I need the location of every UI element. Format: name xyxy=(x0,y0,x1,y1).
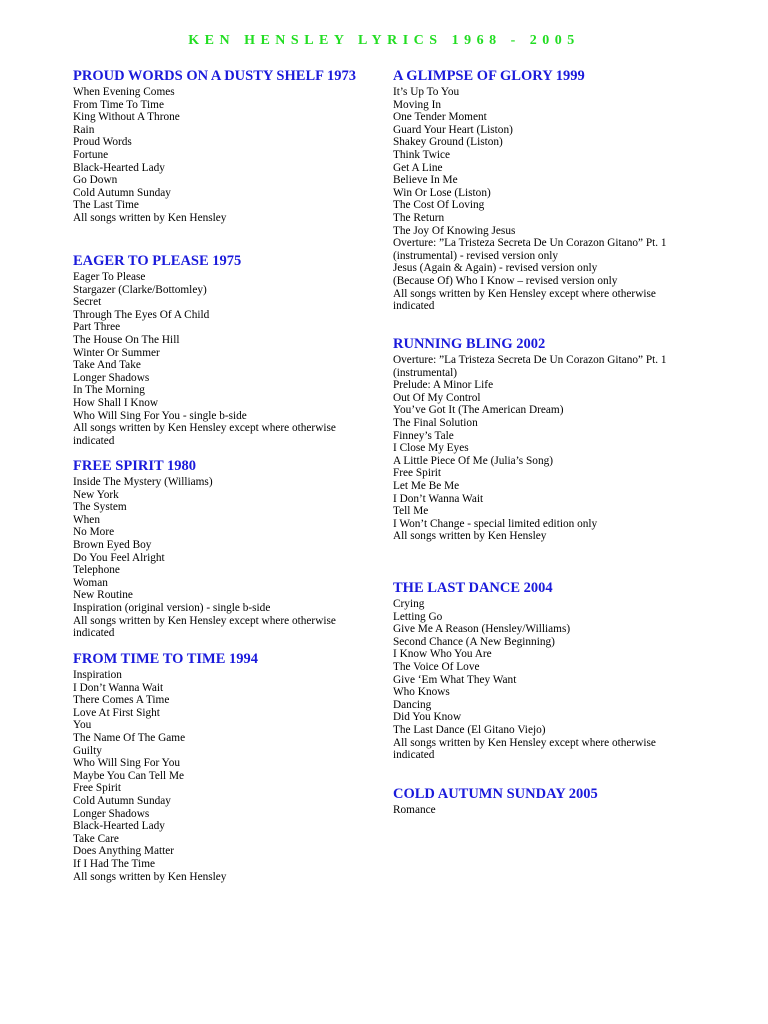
track-item: Cold Autumn Sunday xyxy=(73,794,171,807)
track-item: Through The Eyes Of A Child xyxy=(73,308,210,321)
credits-note: All songs written by Ken Hensley xyxy=(73,870,227,883)
credits-note: All songs written by Ken Hensley xyxy=(393,530,547,543)
track-item: You xyxy=(73,719,92,732)
track-item: The Last Time xyxy=(73,199,139,212)
track-item: Crying xyxy=(393,598,425,610)
track-item: Proud Words xyxy=(73,136,132,149)
album-block xyxy=(73,68,378,225)
track-item: Take And Take xyxy=(73,359,141,372)
track-item: Overture: ”La Tristeza Secreta De Un Corazon Gitano” Pt. 1 (instrumental) - revised version only xyxy=(393,237,667,262)
track-item: The House On The Hill xyxy=(73,333,180,346)
track-item: The Voice Of Love xyxy=(393,660,480,673)
track-item: You’ve Got It (The American Dream) xyxy=(393,404,564,417)
track-item: The Return xyxy=(393,211,445,224)
track-item: From Time To Time xyxy=(73,98,164,111)
album-title: FROM TIME TO TIME 1994 xyxy=(73,651,259,667)
track-item: Romance xyxy=(393,804,436,816)
track-item: Part Three xyxy=(73,321,121,334)
track-item: Overture: ”La Tristeza Secreta De Un Corazon Gitano” Pt. 1 (instrumental) xyxy=(393,354,667,379)
track-item: Who Will Sing For You - single b-side xyxy=(73,409,247,422)
track-item: (Because Of) Who I Know – revised version only xyxy=(393,274,618,287)
track-item: Who Knows xyxy=(393,686,450,699)
track-item: In The Morning xyxy=(73,384,145,397)
track-item: I Don’t Wanna Wait xyxy=(393,492,484,505)
track-item: I Close My Eyes xyxy=(393,442,469,455)
track-item: Longer Shadows xyxy=(73,807,150,820)
track-item: Prelude: A Minor Life xyxy=(393,379,494,392)
track-item: The Joy Of Knowing Jesus xyxy=(393,224,516,237)
track-item: How Shall I Know xyxy=(73,396,159,409)
track-item: I Won’t Change - special limited edition only xyxy=(393,517,598,530)
track-item: Fortune xyxy=(73,148,109,161)
track-item: Letting Go xyxy=(393,610,443,623)
track-item: Get A Line xyxy=(393,161,443,174)
track-item: Secret xyxy=(73,296,102,309)
track-item: Longer Shadows xyxy=(73,371,150,384)
track-item: New York xyxy=(73,488,119,501)
track-item: Give ‘Em What They Want xyxy=(393,673,517,686)
track-item: Give Me A Reason (Hensley/Williams) xyxy=(393,623,571,636)
album-title: A GLIMPSE OF GLORY 1999 xyxy=(393,68,585,84)
track-item: Inspiration xyxy=(73,669,122,681)
album-block xyxy=(73,458,378,640)
track-item: Free Spirit xyxy=(393,467,442,480)
track-item: Does Anything Matter xyxy=(73,845,175,858)
track-item: Winter Or Summer xyxy=(73,346,160,359)
track-item: Inspiration (original version) - single b-side xyxy=(73,601,271,614)
credits-note: All songs written by Ken Hensley except where otherwise indicated xyxy=(73,614,336,640)
track-item: Think Twice xyxy=(393,148,451,161)
page-title: KEN HENSLEY LYRICS 1968 - 2005 xyxy=(188,33,580,48)
track-item: Let Me Be Me xyxy=(393,479,460,492)
track-item: If I Had The Time xyxy=(73,857,156,870)
track-item: Telephone xyxy=(73,564,120,577)
track-item: Brown Eyed Boy xyxy=(73,538,152,551)
track-item: New Routine xyxy=(73,589,133,602)
track-item: King Without A Throne xyxy=(73,111,180,124)
credits-note: All songs written by Ken Hensley xyxy=(73,211,227,224)
track-item: Free Spirit xyxy=(73,782,122,795)
track-item: Woman xyxy=(73,576,108,589)
track-item: Moving In xyxy=(393,98,442,111)
album-block xyxy=(73,651,378,883)
track-item: The Cost Of Loving xyxy=(393,199,485,212)
track-item: Cold Autumn Sunday xyxy=(73,186,171,199)
track-item: Stargazer (Clarke/Bottomley) xyxy=(73,283,207,296)
album-title: FREE SPIRIT 1980 xyxy=(73,458,197,474)
track-item: Jesus (Again & Again) - revised version only xyxy=(393,262,598,275)
track-item: Second Chance (A New Beginning) xyxy=(393,635,555,648)
track-item: The Name Of The Game xyxy=(73,731,186,744)
track-item: Black-Hearted Lady xyxy=(73,820,165,833)
track-item: Did You Know xyxy=(393,711,462,724)
credits-note: All songs written by Ken Hensley except where otherwise indicated xyxy=(393,287,656,313)
album-title: RUNNING BLING 2002 xyxy=(393,336,546,352)
track-item: There Comes A Time xyxy=(73,694,170,707)
track-item: Inside The Mystery (Williams) xyxy=(73,476,213,488)
track-item: The Last Dance (El Gitano Viejo) xyxy=(393,723,546,736)
album-title: COLD AUTUMN SUNDAY 2005 xyxy=(393,786,598,802)
track-item: Dancing xyxy=(393,698,432,711)
track-item: Eager To Please xyxy=(73,271,146,283)
track-item: Go Down xyxy=(73,174,118,187)
track-item: I Don’t Wanna Wait xyxy=(73,681,164,694)
track-item: When Evening Comes xyxy=(73,86,175,98)
track-item: Guilty xyxy=(73,744,102,757)
track-item: Shakey Ground (Liston) xyxy=(393,136,503,149)
track-item: One Tender Moment xyxy=(393,111,487,124)
track-item: Finney’s Tale xyxy=(393,429,454,442)
track-item: Rain xyxy=(73,123,95,136)
track-item: Black-Hearted Lady xyxy=(73,161,165,174)
album-title: EAGER TO PLEASE 1975 xyxy=(73,253,242,269)
track-item: A Little Piece Of Me (Julia’s Song) xyxy=(393,454,554,467)
album-block xyxy=(73,253,378,447)
credits-note: All songs written by Ken Hensley except where otherwise indicated xyxy=(393,736,656,762)
album-block xyxy=(393,68,698,313)
track-item: I Know Who You Are xyxy=(393,648,492,661)
track-item: Tell Me xyxy=(393,505,429,518)
album-block xyxy=(393,336,698,543)
album-block xyxy=(393,786,698,817)
track-item: Love At First Sight xyxy=(73,706,160,719)
track-item: Maybe You Can Tell Me xyxy=(73,769,185,782)
track-item: Guard Your Heart (Liston) xyxy=(393,123,513,136)
track-item: It’s Up To You xyxy=(393,86,460,98)
track-item: The System xyxy=(73,501,127,514)
album-block xyxy=(393,580,698,762)
album-title: THE LAST DANCE 2004 xyxy=(393,580,553,596)
album-title: PROUD WORDS ON A DUSTY SHELF 1973 xyxy=(73,68,357,84)
track-item: Take Care xyxy=(73,832,119,845)
track-item: When xyxy=(73,513,100,526)
track-item: No More xyxy=(73,526,115,539)
track-item: Do You Feel Alright xyxy=(73,551,165,564)
track-item: Who Will Sing For You xyxy=(73,757,180,770)
track-item: Win Or Lose (Liston) xyxy=(393,186,491,199)
track-item: Out Of My Control xyxy=(393,391,481,404)
track-item: The Final Solution xyxy=(393,416,478,429)
track-item: Believe In Me xyxy=(393,174,458,187)
credits-note: All songs written by Ken Hensley except where otherwise indicated xyxy=(73,422,336,447)
